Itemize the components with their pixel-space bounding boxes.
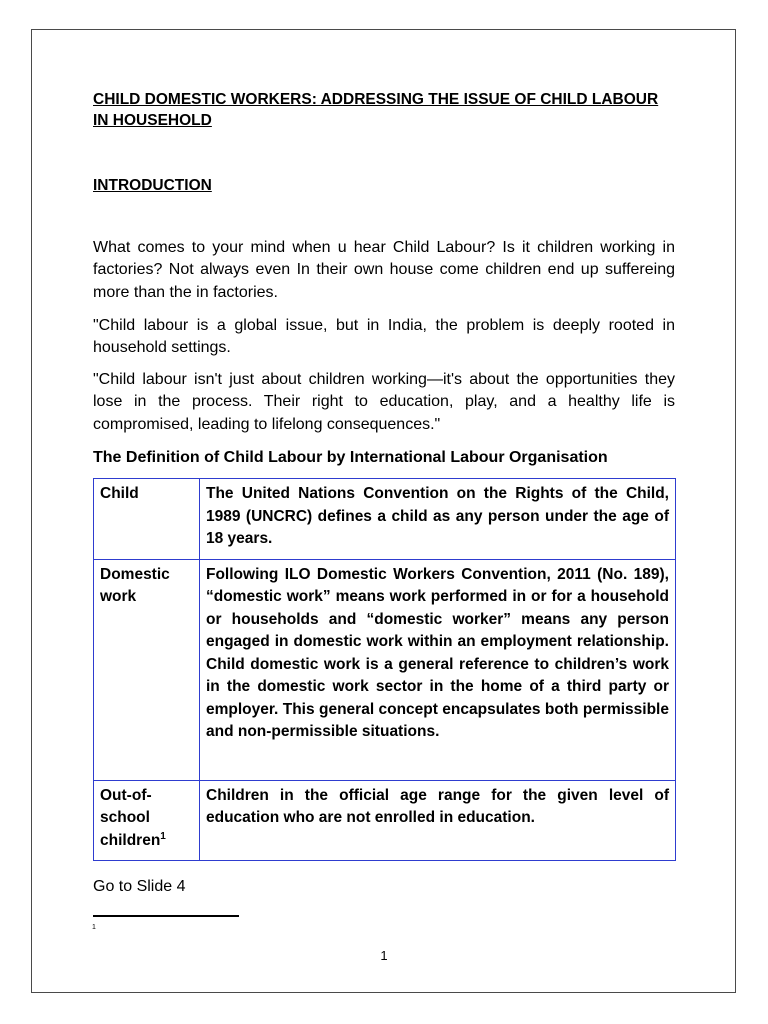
- footnote-reference-link[interactable]: 1: [160, 830, 166, 842]
- intro-paragraph-3: "Child labour isn't just about children working—it's about the opportunities they lose in the process. Their right to education, play, and a healthy life is compromised, leading to lifelong consequences.": [93, 371, 675, 433]
- intro-paragraph-1: What comes to your mind when u hear Child Labour? Is it children working in factories? Not always even In their own house come children end up suffereing more than the in factories.: [93, 239, 675, 301]
- definition-cell: Following ILO Domestic Workers Convention, 2011 (No. 189), “domestic work” means work performed in or for a household or households and “domestic worker” means any person engaged in domestic work within an employment relationship. Child domestic work is a general reference to children’s work in the domestic work sector in the home of a third party or employer. This general concept encapsulates both permissible and non-permissible situations.: [200, 559, 676, 780]
- definition-cell: Children in the official age range for the given level of education who are not enrolled in education.: [200, 780, 676, 861]
- definitions-table: [93, 478, 676, 861]
- term-text: Out-of-school children: [100, 786, 161, 849]
- table-row: [94, 559, 676, 780]
- footnote-separator: [93, 915, 239, 917]
- term-cell: [94, 780, 200, 861]
- definition-cell: The United Nations Convention on the Rights of the Child, 1989 (UNCRC) defines a child as any person under the age of 18 years.: [200, 479, 676, 560]
- term-cell: Domestic work: [94, 559, 200, 780]
- page-number: 1: [380, 948, 388, 963]
- table-row: [94, 479, 676, 560]
- term-cell: Child: [94, 479, 200, 560]
- table-row: [94, 780, 676, 861]
- document-title: CHILD DOMESTIC WORKERS: ADDRESSING THE ISSUE OF CHILD LABOUR IN HOUSEHOLD: [93, 91, 659, 129]
- footnote-number: 1: [92, 924, 96, 931]
- section-heading-introduction: INTRODUCTION: [93, 177, 212, 194]
- go-to-slide-link[interactable]: Go to Slide 4: [93, 878, 186, 895]
- intro-paragraph-2: "Child labour is a global issue, but in India, the problem is deeply rooted in household settings.: [93, 317, 675, 357]
- table-caption: The Definition of Child Labour by International Labour Organisation: [93, 449, 608, 466]
